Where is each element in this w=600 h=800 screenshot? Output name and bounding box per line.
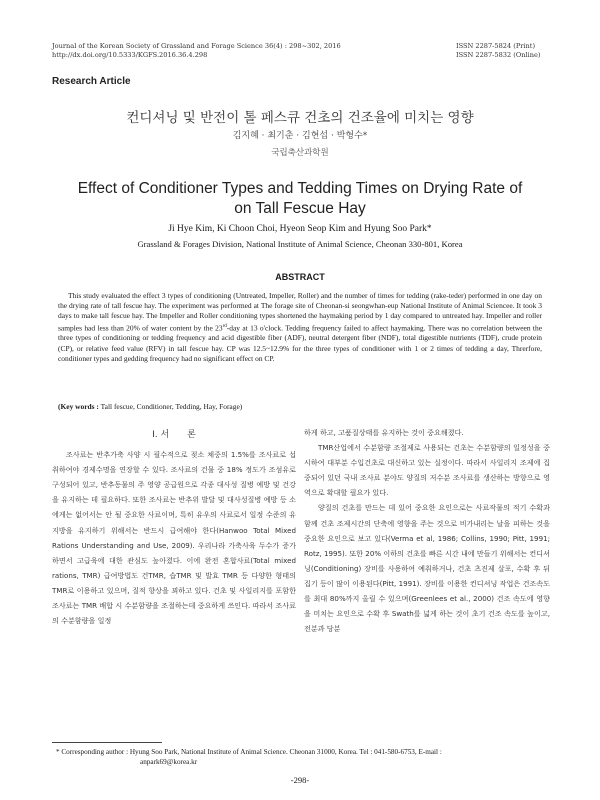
section-heading-intro: Ⅰ. 서 론 — [152, 430, 196, 440]
abstract-body — [58, 291, 542, 364]
article-type-label: Research Article — [52, 76, 131, 87]
korean-affiliation: 국립축산과학원 — [271, 148, 329, 158]
english-title-line2: on Tall Fescue Hay — [234, 200, 366, 217]
keywords-label: (Key words : — [58, 402, 99, 411]
keywords — [58, 402, 542, 411]
korean-authors: 김지혜 · 최기춘 · 김현섭 · 박형수* — [232, 131, 368, 141]
right-column — [304, 425, 550, 636]
footnote-rule — [52, 742, 162, 743]
intro-paragraph-continued: 하게 하고, 고품질상태를 유지하는 것이 중요해졌다. — [304, 428, 464, 437]
abstract-superscript: rd — [222, 323, 227, 329]
abstract-text-2: -day at 13 o'clock. Tedding frequency failed to affect haymaking. There was no correlation between the three types of conditioning or tedding frequency and acid digestible fiber (ADF), neutral detergent fiber (NDF), total digestible nutrients (TDF), crude protein (CP), or relative feed value (RFV) in tall fescue hay. CP was 12.5~12.9% for the three types of conditioner with 1 or 2 times of tedding a day, Threrfore, conditioner types and gedding frequency had no significant effect on CP. — [58, 323, 543, 363]
abstract-heading: ABSTRACT — [275, 272, 325, 282]
intro-paragraph-1: 조사료는 반추가축 사양 시 필수적으로 젖소 체중의 1.5%를 조사료로 섭취하여야 경제수명을 연장할 수 있다. 조사료의 건물 중 18% 정도가 조섬유로 구성되어 있고, 반추동물의 주 영양 공급원으로 각종 대사성 질병 예방 및 건강을 유지하는 데 필요하다. 또한 조사료는 반추위 발달 및 대사성질병 예방 등 소에게는 없어서는 안 될 중요한 사료이며, 특히 유우의 사료로서 일정 수준의 유지방을 유지하기 위해서는 반드시 급여해야 한다(Hanwoo Total Mixed Rations Understanding and Use, 2009). 우리나라 가축사육 두수가 증가하면서 고급육에 대한 관심도 높아졌다. 이에 완전 혼합사료(Total mixed rations, TMR) 급여방법도 건TMR, 습TMR 및 발효 TMR 등 다양한 형태의 TMR로 이용하고 있으며, 질적 향상을 꾀하고 있다. 건초 및 사일리지를 포함한 조사료는 TMR 배합 시 수분함량을 조절하는데 중요하게 쓰인다. 따라서 조사료의 수분함량을 일정 — [52, 450, 296, 626]
issn-print: ISSN 2287-5824 (Print) — [456, 42, 536, 50]
doi-link[interactable]: http://dx.doi.org/10.5333/KGFS.2016.36.4.298 — [52, 51, 208, 59]
footnote-line-1: * Corresponding author : Hyung Soo Park, National Institute of Animal Science. Cheonan 31000, Korea. Tel : 041-580-6753, E-mail : — [56, 748, 442, 756]
issn-online: ISSN 2287-5832 (Online) — [456, 51, 541, 59]
left-column — [52, 428, 296, 628]
intro-paragraph-2: TMR산업에서 수분함량 조절제로 사용되는 건초는 수분함량의 일정성을 중시하여 대부분 수입건초로 대신하고 있는 실정이다. 따라서 사일리지 조제에 집중되어 있던 국내 조사료 분야도 양질의 저수분 조사료를 생산하는 방향으로 영역으로 확대할 필요가 있다. — [304, 443, 550, 498]
abstract-text-1: This study evaluated the effect 3 types of conditioning (Untreated, Impeller, Roller) and the number of times for tedding (rake-teder) performed in one day on the drying rate of tall fescue hay. The experiment was performed at The forage site of Cheonan-si seongwhan-eup National Institute of Animal Sciencee. It took 3 days to make tall fescue hay. The Impeller and Roller conditioning types shortened the haymaking period by 1 day compared to untreated hay. Impeller and roller samples had less than 20% of water content by the 23 — [58, 291, 542, 333]
footnote-email[interactable]: anpark69@korea.kr — [140, 758, 198, 766]
page-number: -298- — [290, 775, 310, 785]
english-title-line1: Effect of Conditioner Types and Tedding Times on Drying Rate of — [77, 180, 523, 197]
intro-paragraph-3: 양질의 건초를 만드는 데 있어 중요한 요인으로는 사료작물의 적기 수확과 함께 건초 조제시간의 단축에 영향을 주는 것으로 비가내리는 날을 피하는 것을 중요한 요인으로 보고 있다(Verma et al, 1986; Collins, 1990; Pitt, 1991; Rotz, 1995). 또한 20% 이하의 건초를 빠른 시간 내에 만들기 위해서는 컨디셔닝(Conditioning) 장비를 사용하여 예취하거나, 건초 츠진제 살포, 수확 후 뒤집기 등이 많이 이용된다(Pitt, 1991). 장비를 이용한 컨디셔닝 작업은 건조속도를 최대 80%까지 올릴 수 있으며(Greenlees et al., 2000) 건조 속도에 영향을 미치는 요인으로 수확 후 Swath를 넓게 하는 것이 초기 건조 속도를 높이고, 전분과 당분 — [304, 503, 550, 634]
footnote — [56, 747, 548, 767]
journal-citation: Journal of the Korean Society of Grassland and Forage Science 36(4) : 298~302, 2016 — [52, 42, 341, 50]
korean-title: 컨디셔닝 및 반전이 톨 페스큐 건초의 건조율에 미치는 영향 — [126, 110, 474, 126]
keywords-text: Tall fescue, Conditioner, Tedding, Hay, Forage) — [100, 402, 243, 411]
english-authors: Ji Hye Kim, Ki Choon Choi, Hyeon Seop Kim and Hyung Soo Park* — [168, 224, 432, 234]
english-affiliation: Grassland & Forages Division, National Institute of Animal Science, Cheonan 330-801, Korea — [137, 239, 463, 249]
